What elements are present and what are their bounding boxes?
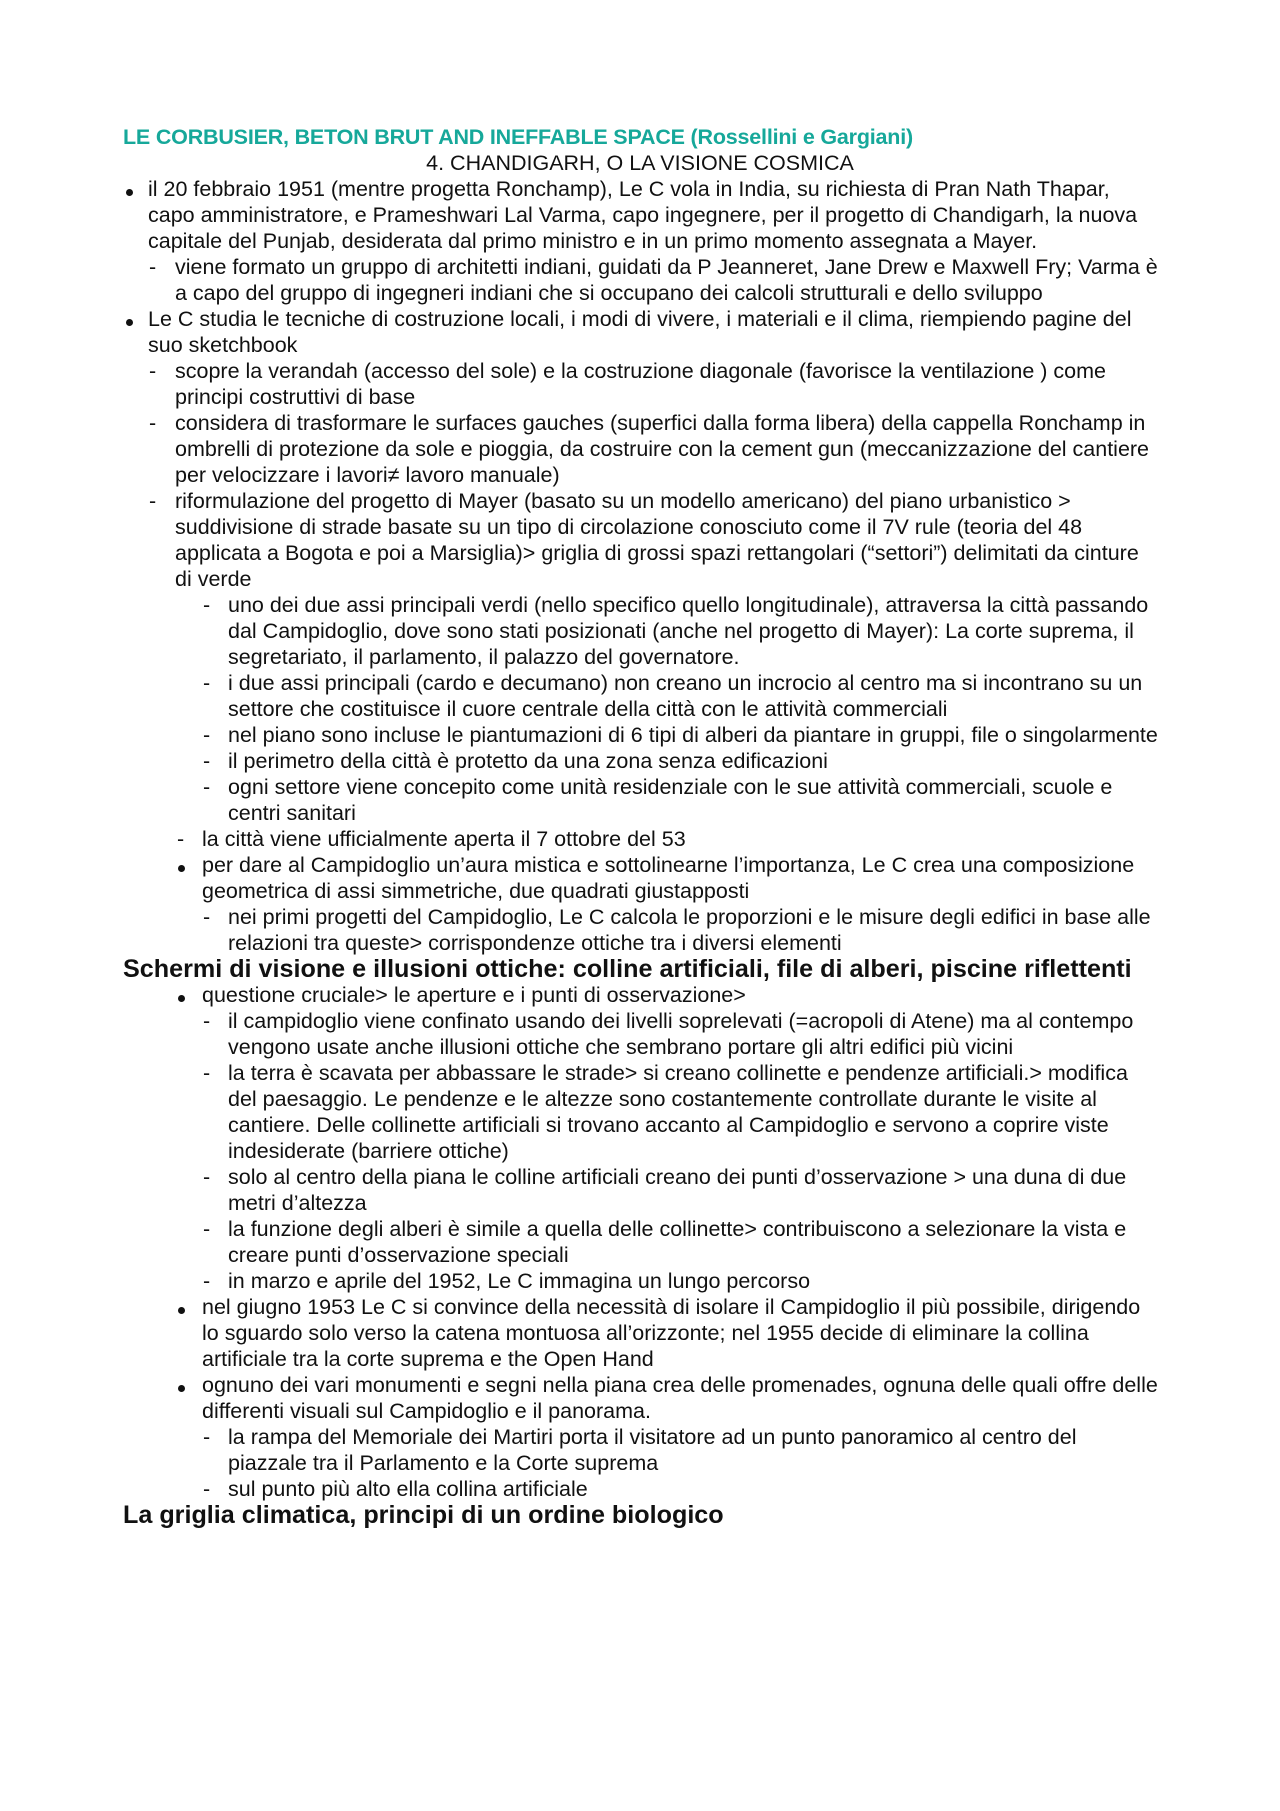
dash-icon: - <box>203 1425 211 1449</box>
dash-icon: - <box>203 1269 211 1293</box>
list-item: - nel piano sono incluse le piantumazioni di 6 tipi di alberi da piantare in gruppi, file o singolarmente <box>203 723 1158 747</box>
dash-icon: - <box>203 723 211 747</box>
list-item: - il perimetro della città è protetto da una zona senza edificazioni <box>203 749 828 773</box>
list-item: - uno dei due assi principali verdi (nello specifico quello longitudinale), attraversa la città passando dal Campidoglio, dove sono stati posizionati (anche nel progetto di Mayer): La corte suprema, il segretariato, il parlamento, il palazzo del governatore. <box>203 593 1149 669</box>
list-item: - in marzo e aprile del 1952, Le C immagina un lungo percorso <box>203 1269 811 1293</box>
list-item: Le C studia le tecniche di costruzione locali, i modi di vivere, i materiali e il clima, riempiendo pagine del suo sketchbook <box>0 306 1158 358</box>
list-item: per dare al Campidoglio un’aura mistica e sottolinearne l’importanza, Le C crea una composizione geometrica di assi simmetriche, due quadrati giustapposti <box>0 852 1160 904</box>
list-item: - considera di trasformare le surfaces gauches (superfici dalla forma libera) della cappella Ronchamp in ombrelli di protezione da sole e pioggia, da costruire con la cement gun (meccanizzazione del cantiere per velocizzare i lavori≠ lavoro manuale) <box>149 411 1150 487</box>
section-heading: Schermi di visione e illusioni ottiche: colline artificiali, file di alberi, piscine riflettenti <box>123 955 1132 983</box>
dash-icon: - <box>203 749 211 773</box>
list-item: - scopre la verandah (accesso del sole) e la costruzione diagonale (favorisce la ventilazione ) come principi costruttivi di base <box>149 359 1106 409</box>
list-item: - viene formato un gruppo di architetti indiani, guidati da P Jeanneret, Jane Drew e Maxwell Fry; Varma è a capo del gruppo di ingegneri indiani che si occupano dei calcoli strutturali e dello sviluppo <box>149 255 1158 305</box>
dash-icon: - <box>149 411 157 435</box>
bullet-icon <box>126 176 133 202</box>
list-item: - sul punto più alto ella collina artificiale <box>203 1477 588 1501</box>
dash-icon: - <box>203 905 211 929</box>
section-heading: La griglia climatica, principi di un ordine biologico <box>123 1501 724 1529</box>
dash-icon: - <box>149 489 157 513</box>
dash-icon: - <box>203 1477 211 1501</box>
list-item: - la terra è scavata per abbassare le strade> si creano collinette e pendenze artificiali.> modifica del paesaggio. Le pendenze e le altezze sono costantemente controllate durante le visite al cantiere. Delle collinette artificiali si trovano accanto al Campidoglio e servono a coprire viste indesiderate (barriere ottiche) <box>203 1061 1128 1163</box>
list-item: - la funzione degli alberi è simile a quella delle collinette> contribuiscono a selezionare la vista e creare punti d’osservazione speciali <box>203 1217 1127 1267</box>
list-item: - riformulazione del progetto di Mayer (basato su un modello americano) del piano urbanistico > suddivisione di strade basate su un tipo di circolazione conosciuto come il 7V rule (teoria del 48 applicata a Bogota e poi a Marsiglia)> griglia di grossi spazi rettangolari (“settori”) delimitati da cinture di verde <box>149 489 1139 591</box>
list-item: - nei primi progetti del Campidoglio, Le C calcola le proporzioni e le misure degli edifici in base alle relazioni tra queste> corrispondenze ottiche tra i diversi elementi <box>203 905 1151 955</box>
dash-icon: - <box>203 1061 211 1085</box>
bullet-icon <box>178 1294 185 1320</box>
dash-icon: - <box>149 255 157 279</box>
list-item: - ogni settore viene concepito come unità residenziale con le sue attività commerciali, scuole e centri sanitari <box>203 775 1113 825</box>
chapter-subtitle: 4. CHANDIGARH, O LA VISIONE COSMICA <box>426 151 854 175</box>
list-item: - il campidoglio viene confinato usando dei livelli soprelevati (=acropoli di Atene) ma al contempo vengono usate anche illusioni ottiche che sembrano portare gli altri edifici più vicini <box>203 1009 1134 1059</box>
dash-icon: - <box>203 593 211 617</box>
list-item: - i due assi principali (cardo e decumano) non creano un incrocio al centro ma si incontrano su un settore che costituisce il cuore centrale della città con le attività commerciali <box>203 671 1143 721</box>
dash-icon: - <box>149 359 157 383</box>
page-title: LE CORBUSIER, BETON BRUT AND INEFFABLE SPACE (Rossellini e Gargiani) <box>123 125 913 149</box>
dash-icon: - <box>203 671 211 695</box>
list-item: - solo al centro della piana le colline artificiali creano dei punti d’osservazione > una duna di due metri d’altezza <box>203 1165 1127 1215</box>
dash-icon: - <box>203 775 211 799</box>
notes-content <box>0 176 1280 1528</box>
bullet-icon <box>178 1372 185 1398</box>
list-item: ognuno dei vari monumenti e segni nella piana crea delle promenades, ognuna delle quali offre delle differenti visuali sul Campidoglio e il panorama. <box>0 1372 1160 1424</box>
list-item: - la rampa del Memoriale dei Martiri porta il visitatore ad un punto panoramico al centro del piazzale tra il Parlamento e la Corte suprema <box>203 1425 1077 1475</box>
bullet-icon <box>178 982 185 1008</box>
bullet-icon <box>126 306 133 332</box>
list-item: nel giugno 1953 Le C si convince della necessità di isolare il Campidoglio il più possibile, dirigendo lo sguardo solo verso la catena montuosa all’orizzonte; nel 1955 decide di eliminare la collina artificiale tra la corte suprema e the Open Hand <box>0 1294 1160 1372</box>
dash-icon: - <box>203 1165 211 1189</box>
dash-icon: - <box>203 1217 211 1241</box>
list-item: il 20 febbraio 1951 (mentre progetta Ronchamp), Le C vola in India, su richiesta di Pran Nath Thapar, capo amministratore, e Prameshwari Lal Varma, capo ingegnere, per il progetto di Chandigarh, la nuova capitale del Punjab, desiderata dal primo ministro e in un primo momento assegnata a Mayer. <box>0 176 1158 254</box>
bullet-icon <box>178 852 185 878</box>
dash-icon: - <box>203 1009 211 1033</box>
list-item: questione cruciale> le aperture e i punti di osservazione> <box>0 982 1160 1008</box>
dash-icon: - <box>177 827 185 851</box>
list-item: - la città viene ufficialmente aperta il 7 ottobre del 53 <box>177 827 686 851</box>
